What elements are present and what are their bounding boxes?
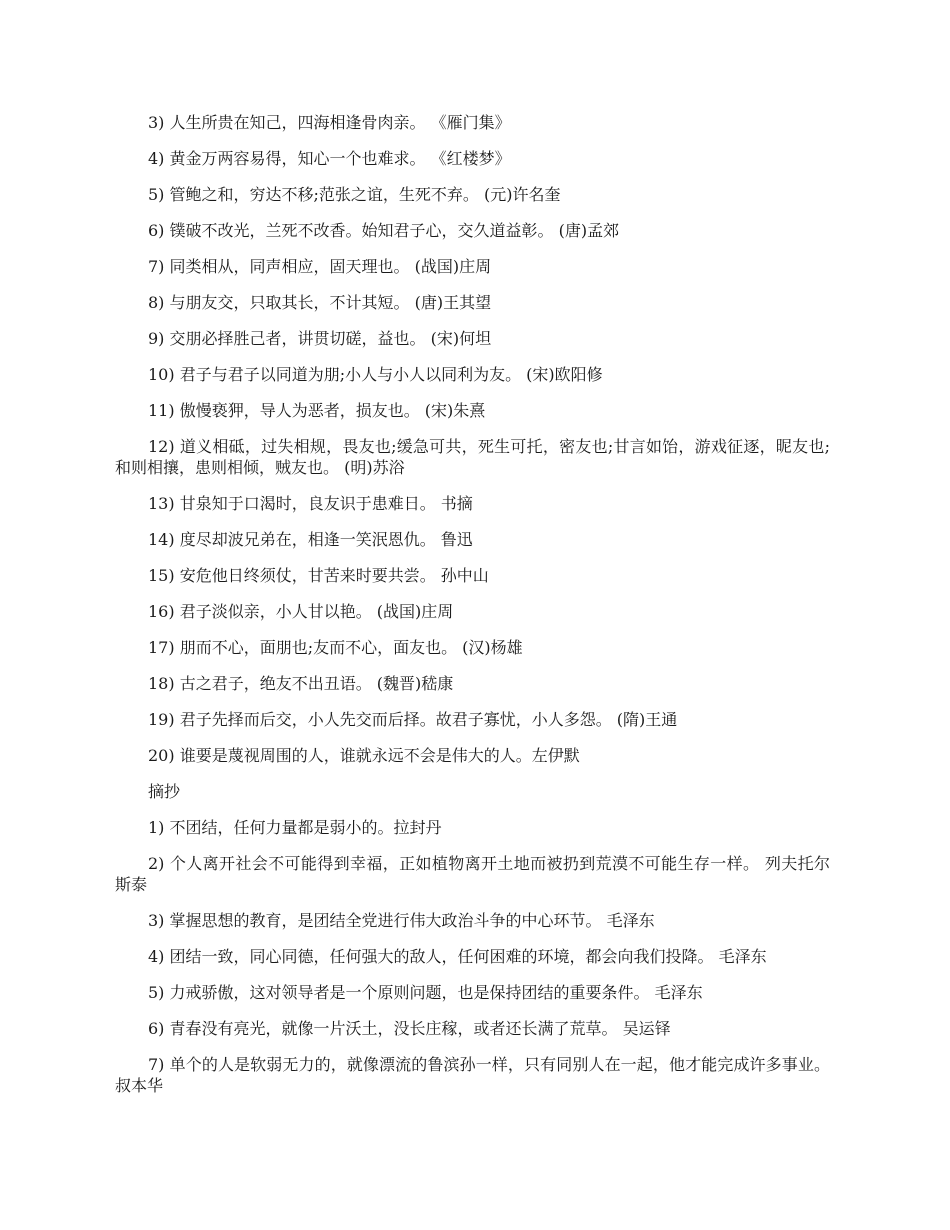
paragraph: 5) 力戒骄傲，这对领导者是一个原则问题，也是保持团结的重要条件。 毛泽东 xyxy=(148,983,703,1002)
paragraph: 3) 掌握思想的教育，是团结全党进行伟大政治斗争的中心环节。 毛泽东 xyxy=(148,911,655,930)
paragraph: 7) 同类相从，同声相应，固天理也。 (战国)庄周 xyxy=(148,257,492,276)
paragraph: 3) 人生所贵在知己，四海相逢骨肉亲。 《雁门集》 xyxy=(148,113,511,132)
paragraph: 9) 交朋必择胜己者，讲贯切磋，益也。 (宋)何坦 xyxy=(148,329,492,348)
paragraph: 14) 度尽却波兄弟在，相逢一笑泯恩仇。 鲁迅 xyxy=(148,530,473,549)
paragraph: 17) 朋而不心，面朋也;友而不心，面友也。 (汉)杨雄 xyxy=(148,638,523,657)
paragraph: 10) 君子与君子以同道为朋;小人与小人以同利为友。 (宋)欧阳修 xyxy=(148,365,603,384)
paragraph: 4) 黄金万两容易得，知心一个也难求。 《红楼梦》 xyxy=(148,149,511,168)
paragraph: 4) 团结一致，同心同德，任何强大的敌人，任何困难的环境，都会向我们投降。 毛泽东 xyxy=(148,947,767,966)
paragraph: 6) 镤破不改光，兰死不改香。始知君子心，交久道益彰。 (唐)孟郊 xyxy=(148,221,620,240)
paragraph: 7) 单个的人是软弱无力的，就像漂流的鲁滨孙一样，只有同别人在一起，他才能完成许多事业。叔本华 xyxy=(115,1055,830,1095)
paragraph: 13) 甘泉知于口渴时，良友识于患难日。 书摘 xyxy=(148,494,473,513)
paragraph: 20) 谁要是蔑视周围的人，谁就永远不会是伟大的人。左伊默 xyxy=(148,746,580,765)
paragraph: 16) 君子淡似亲，小人甘以艳。 (战国)庄周 xyxy=(148,602,454,621)
paragraph: 12) 道义相砥，过失相规，畏友也;缓急可共，死生可托，密友也;甘言如饴，游戏征逐，昵友也;和则相攘，患则相倾，贼友也。 (明)苏浴 xyxy=(115,437,830,477)
paragraph: 2) 个人离开社会不可能得到幸福，正如植物离开土地而被扔到荒漠不可能生存一样。 列夫托尔斯泰 xyxy=(115,854,830,894)
document-body xyxy=(115,112,830,1111)
paragraph: 11) 傲慢亵狎，导人为恶者，损友也。 (宋)朱熹 xyxy=(148,401,486,420)
paragraph: 5) 管鲍之和，穷达不移;范张之谊，生死不弃。 (元)许名奎 xyxy=(148,185,561,204)
paragraph: 15) 安危他日终须仗，甘苦来时要共尝。 孙中山 xyxy=(148,566,489,585)
paragraph: 19) 君子先择而后交，小人先交而后择。故君子寡忧，小人多怨。 (隋)王通 xyxy=(148,710,678,729)
section-heading: 摘抄 xyxy=(148,782,181,801)
paragraph: 1) 不团结，任何力量都是弱小的。拉封丹 xyxy=(148,818,442,837)
paragraph: 8) 与朋友交，只取其长，不计其短。 (唐)王其望 xyxy=(148,293,492,312)
paragraph: 6) 青春没有亮光，就像一片沃土，没长庄稼，或者还长满了荒草。 吴运铎 xyxy=(148,1019,671,1038)
paragraph: 18) 古之君子，绝友不出丑语。 (魏晋)嵇康 xyxy=(148,674,454,693)
